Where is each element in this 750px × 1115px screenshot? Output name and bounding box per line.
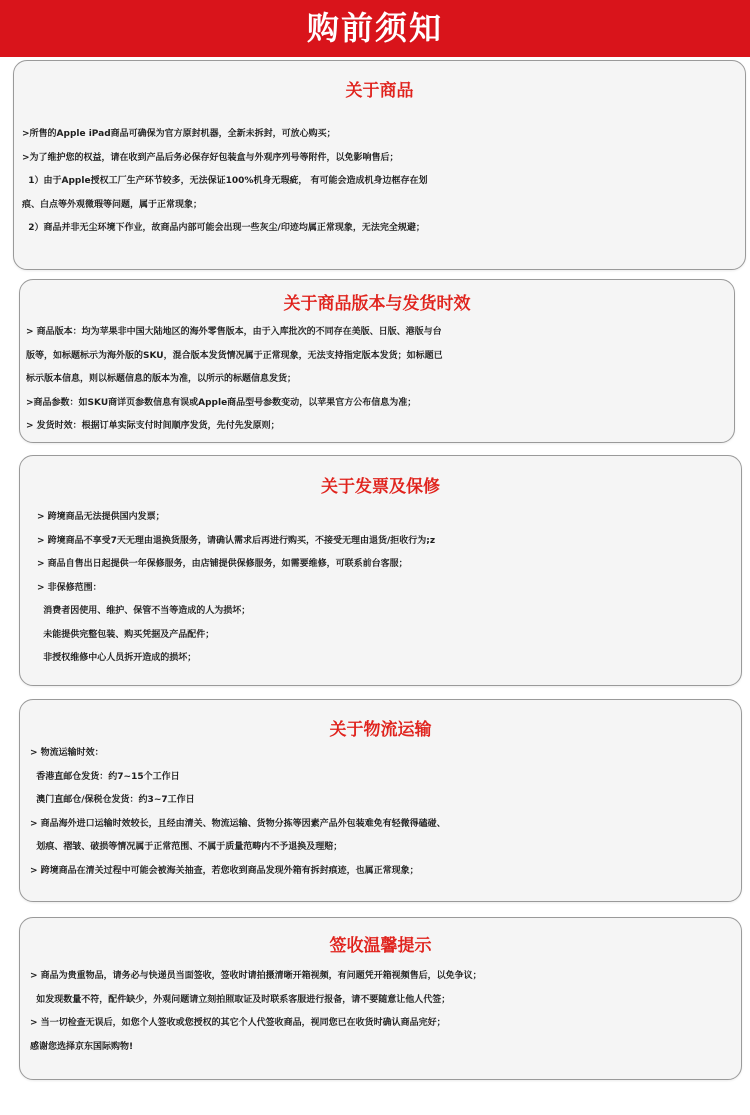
- text-line: 消费者因使用、维护、保管不当等造成的人为损坏；: [37, 606, 251, 616]
- text-line: > 物流运输时效：: [30, 748, 104, 758]
- text-line: 未能提供完整包装、购买凭据及产品配件；: [37, 629, 215, 640]
- section-version-shipping: [19, 279, 735, 443]
- section-title: 关于商品: [345, 81, 414, 101]
- section-title: 关于商品版本与发货时效: [283, 294, 471, 314]
- text-line: > 当一切检查无误后，如您个人签收或您授权的其它个人代签收商品，视同您已在收货时确认商品完好；: [30, 1018, 446, 1028]
- section-signing-tips: [19, 917, 742, 1080]
- text-line: >商品参数：如SKU商详页参数信息有误或Apple商品型号参数变动，以苹果官方公布信息为准；: [26, 397, 417, 408]
- section-invoice-warranty: [19, 455, 742, 686]
- text-line: 划痕、褶皱、破损等情况属于正常范围、不属于质量范畴内不予退换及理赔；: [30, 842, 343, 852]
- section-about-product: [13, 60, 746, 270]
- text-line: >所售的Apple iPad商品可确保为官方原封机器，全新未拆封，可放心购买；: [22, 129, 336, 139]
- text-line: > 发货时效：根据订单实际支付时间顺序发货，先付先发原则；: [26, 421, 280, 431]
- section-title: 关于发票及保修: [321, 477, 440, 497]
- text-line: 感谢您选择京东国际购物!: [30, 1041, 134, 1052]
- text-line: 如发现数量不符，配件缺少，外观问题请立刻拍照取证及时联系客服进行报备，请不要随意让他人代签；: [30, 994, 451, 1005]
- text-line: > 商品版本：均为苹果非中国大陆地区的海外零售版本，由于入库批次的不同存在美版、日版、港版与台: [26, 327, 442, 337]
- text-line: >为了维护您的权益，请在收到产品后务必保存好包装盒与外观序列号等附件，以免影响售后；: [22, 152, 399, 163]
- text-line: 1）由于Apple授权工厂生产环节较多，无法保证100%机身无瑕疵， 有可能会造成机身边框存在划: [22, 176, 428, 186]
- text-line: > 跨境商品不享受7天无理由退换货服务，请确认需求后再进行购买，不接受无理由退货/拒收行为;z: [37, 535, 436, 546]
- page-title-banner: 购前须知: [0, 0, 750, 57]
- text-line: 香港直邮仓发货：约7~15个工作日: [30, 771, 180, 782]
- text-line: > 商品自售出日起提供一年保修服务，由店铺提供保修服务，如需要维修，可联系前台客服；: [37, 559, 408, 569]
- section-body: [26, 321, 734, 439]
- section-title: 关于物流运输: [329, 720, 432, 740]
- section-title: 签收温馨提示: [329, 936, 432, 956]
- text-line: 标示版本信息，则以标题信息的版本为准，以所示的标题信息发货；: [26, 374, 297, 384]
- text-line: 2）商品并非无尘环境下作业，故商品内部可能会出现一些灰尘/印迹均属正常现象，无法完全规避；: [22, 223, 425, 233]
- text-line: > 商品海外进口运输时效较长，且经由清关、物流运输、货物分拣等因素产品外包装难免有轻微得磕碰、: [30, 818, 446, 829]
- text-line: > 跨境商品在清关过程中可能会被海关抽查，若您收到商品发现外箱有拆封痕迹，也属正常现象；: [30, 865, 419, 876]
- text-line: > 非保修范围：: [37, 582, 102, 593]
- section-body: [30, 965, 741, 1059]
- text-line: > 商品为贵重物品，请务必与快递员当面签收，签收时请拍摄清晰开箱视频，有问题凭开箱视频售后，以免争议；: [30, 971, 482, 981]
- section-logistics: [19, 699, 742, 902]
- text-line: 非授权维修中心人员拆开造成的损坏；: [37, 653, 197, 663]
- section-body: [30, 742, 741, 883]
- text-line: > 跨境商品无法提供国内发票；: [37, 512, 165, 522]
- section-body: [37, 506, 741, 671]
- text-line: 版等，如标题标示为海外版的SKU，混合版本发货情况属于正常现象，无法支持指定版本发货；如标题已: [26, 350, 443, 361]
- section-body: [22, 123, 745, 241]
- text-line: 痕、白点等外观微瑕等问题，属于正常现象；: [22, 199, 203, 210]
- text-line: 澳门直邮仓/保税仓发货：约3~7工作日: [30, 795, 195, 805]
